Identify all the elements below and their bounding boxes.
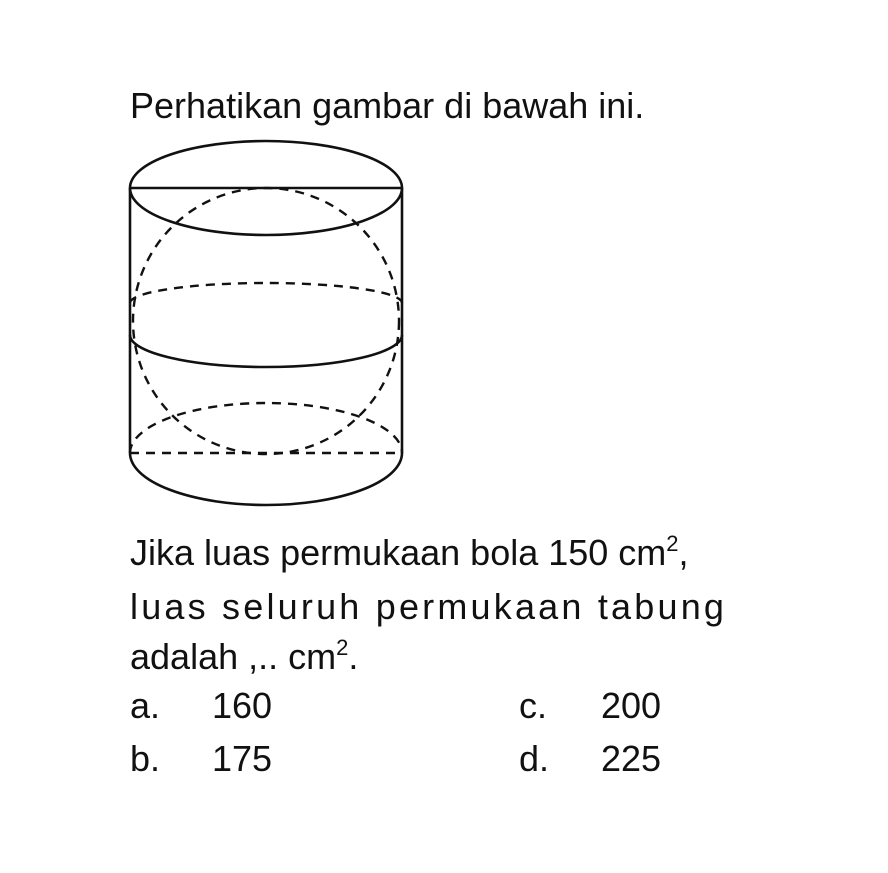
cylinder-bottom-front — [130, 453, 402, 505]
option-a-letter: a. — [130, 685, 161, 726]
option-c-value: 200 — [601, 685, 662, 726]
cylinder-bottom-back — [130, 403, 402, 453]
sphere-equator-back — [130, 283, 402, 303]
question-line-2: luas seluruh permukaan tabung — [130, 586, 728, 627]
question-line-1: Jika luas permukaan bola 150 $cm^2$, — [130, 531, 689, 573]
question-line-3: adalah ,.. $cm^2$. — [130, 635, 359, 677]
option-a-value: 160 — [212, 685, 273, 726]
option-d-value: 225 — [601, 738, 662, 779]
sphere-equator-front — [130, 335, 402, 367]
cylinder-sphere-figure — [120, 135, 420, 520]
intro-text: Perhatikan gambar di bawah ini. — [130, 85, 645, 126]
sphere-outline — [133, 188, 399, 454]
option-c-letter: c. — [519, 685, 548, 726]
option-b-value: 175 — [212, 738, 273, 779]
option-b-letter: b. — [130, 738, 161, 779]
option-d-letter: d. — [519, 738, 550, 779]
